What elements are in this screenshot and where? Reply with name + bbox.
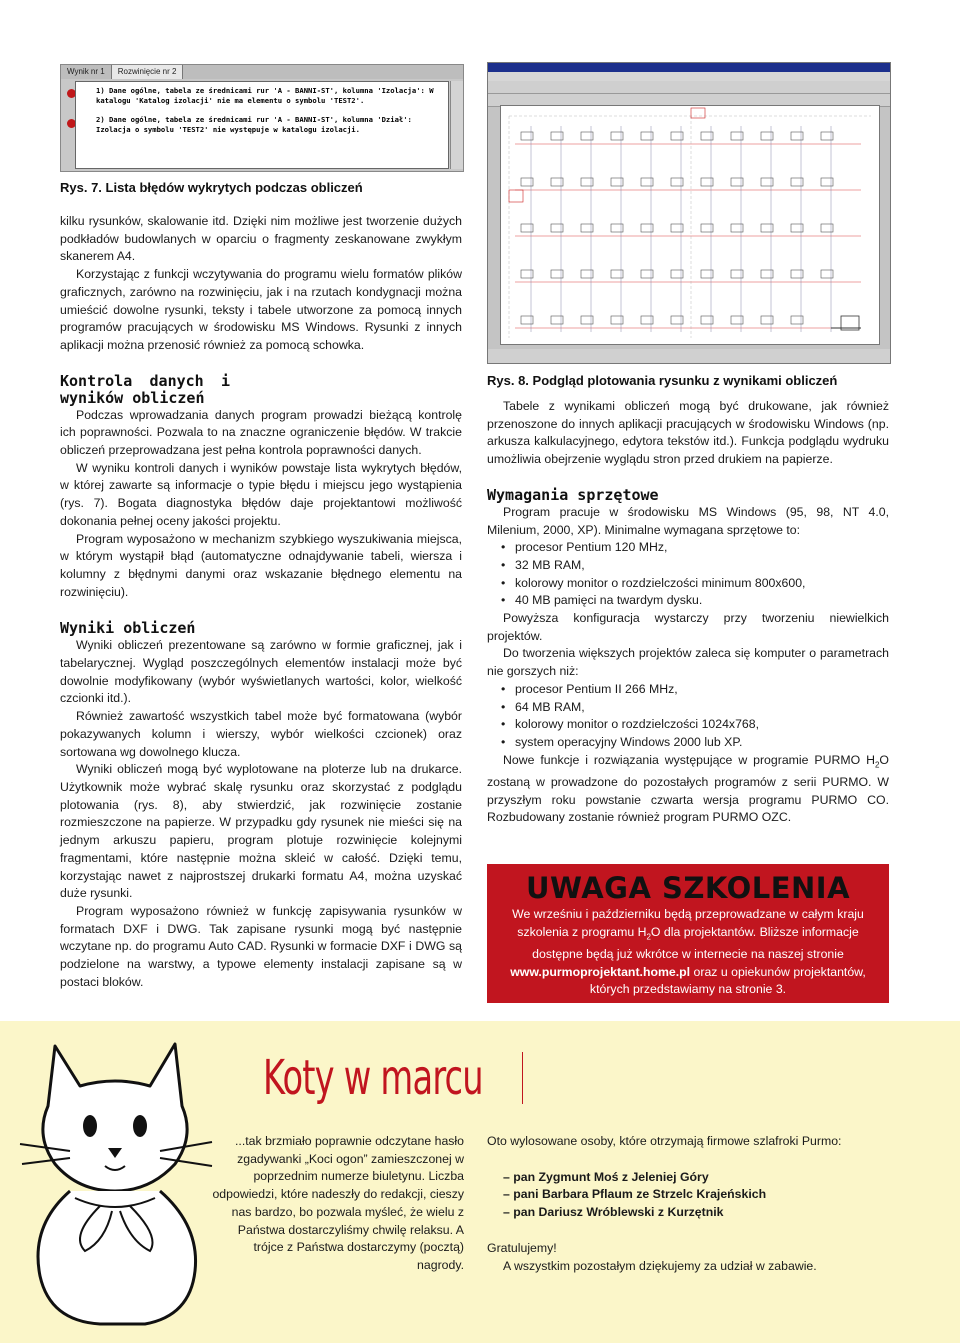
figure-7-caption: Rys. 7. Lista błędów wykrytych podczas obliczeń xyxy=(60,180,363,195)
winner-item: – pan Dariusz Wróblewski z Kurzętnik xyxy=(503,1205,724,1220)
paragraph: W wyniku kontroli danych i wyników powstaje lista wykrytych błędów, w której zawarte są informacje o typie błędu i miejscu jego wystąpienia (rys. 7). Bogata diagnostyka błędów daje projektantowi możliwość dokonania pełnej oceny jakości projektu. xyxy=(60,460,462,528)
subscript: 2 xyxy=(874,760,880,770)
paragraph: Program pracuje w środowisku MS Windows (95, 98, NT 4.0, Milenium, 2000, XP). Minimalne wymagana sprzętowe to: xyxy=(487,504,889,537)
paragraph: Do tworzenia większych projektów zaleca się komputer o parametrach nie gorszych niż: xyxy=(487,646,889,679)
list-item: • system operacyjny Windows 2000 lub XP. xyxy=(515,734,889,752)
text-run: oraz u opiekunów projektantów, których przedstawiamy na stronie 3. xyxy=(589,964,866,997)
section-heading: Kontrola danych i wyników obliczeń xyxy=(60,371,230,407)
minimum-requirements-list xyxy=(487,539,889,610)
paragraph: Podczas wprowadzania danych program prowadzi bieżącą kontrolę ich poprawności. Pozwala to na znaczne ograniczenie błędów. W trakcie obliczeń przeprowadzana jest pełna kontrola poprawności danych. xyxy=(60,407,462,458)
recommended-requirements-list xyxy=(487,681,889,752)
error-entry[interactable]: 1) Dane ogólne, tabela ze średnicami rur 'A - BANNI-ST', kolumna 'Izolacja': W katalogu 'Katalog izolacji' nie ma elementu o symbolu 'TEST2'. xyxy=(96,86,434,105)
paragraph: Powyższa konfiguracja wystarczy przy tworzeniu niewielkich projektów. xyxy=(487,611,889,643)
window-titlebar xyxy=(488,63,890,72)
paragraph: Program wyposażono również w funkcję zapisywania rysunków w formatach DXF i DWG. Tak zapisane rysunki mogą być następnie wczytane np. do programu Auto CAD. Rysunki w formacie DXF i DWG są podzielone na warstwy, a typowe elementy instalacji zapisane są w postaci bloków. xyxy=(60,903,462,989)
winners-list xyxy=(487,1169,907,1222)
figure-8-screenshot xyxy=(487,62,891,364)
text-run: O dla projektantów. Bliższe informacje dostępne będą już wkrótce w internecie na naszej stronie xyxy=(532,924,859,961)
list-item: • 32 MB RAM, xyxy=(515,557,889,575)
status-bar xyxy=(488,349,890,363)
winner-item: – pan Zygmunt Moś z Jeleniej Góry xyxy=(503,1169,709,1184)
list-item: • kolorowy monitor o rozdzielczości minimum 800x600, xyxy=(515,575,889,593)
text-run: Nowe funkcje i rozwiązania występujące w programie PURMO H xyxy=(503,752,875,767)
side-panel xyxy=(61,81,73,169)
congratulations: Gratulujemy! xyxy=(487,1240,557,1255)
website-link[interactable]: www.purmoprojektant.home.pl xyxy=(510,964,691,979)
paragraph: Tabele z wynikami obliczeń mogą być drukowane, jak również przenoszone do innych aplikacji pracujących w środowisku Windows (np. arkusza kalkulacyjnego, edytora tekstów itd.). Funkcja podglądu wydruku umożliwia obejrzenie wyglądu stron przed drukiem na papierze. xyxy=(487,399,889,467)
winners-block xyxy=(487,1133,907,1275)
paragraph xyxy=(487,752,889,827)
section-heading: Wymagania sprzętowe xyxy=(487,485,659,504)
paragraph: Korzystając z funkcji wczytywania do programu wielu formatów plików graficznych, zarówno na rozwinięciu, jak i na rzutach kondygnacji można umieścić dowolne rysunki, teksty i tabele utworzone za pomocą innych programów pracujących w środowisku MS Windows. Rysunki z innych aplikacji można przenosić również za pomocą schowka. xyxy=(60,267,462,352)
list-item: • procesor Pentium II 266 MHz, xyxy=(515,681,889,699)
tab-expansion-2[interactable]: Rozwinięcie nr 2 xyxy=(112,65,184,79)
notice-title: UWAGA SZKOLENIA xyxy=(525,871,851,905)
cat-illustration xyxy=(0,1026,230,1326)
error-list-tabs xyxy=(61,65,463,79)
paragraph: Wyniki obliczeń prezentowane są zarówno w formie graficznej, jak i tabelarycznej. Wygląd poszczególnych elementów instalacji może być dowolnie modyfikowany (wybór wyświetlanych wartości, kolor, wielkość czcionki itd.). xyxy=(60,638,462,706)
error-list xyxy=(75,81,449,169)
notice-text xyxy=(487,904,889,999)
paragraph: Oto wylosowane osoby, które otrzymają firmowe szlafroki Purmo: xyxy=(487,1134,842,1148)
text-run: O zostaną w prowadzone do pozostałych programów z serii PURMO. W przyszłym roku powstanie czwarta wersja programu PURMO CO. Rozbudowany zostanie również program PURMO OZC. xyxy=(487,752,889,825)
thanks-text: A wszystkim pozostałym dziękujemy za udział w zabawie. xyxy=(503,1258,817,1273)
subscript: 2 xyxy=(646,932,651,942)
training-notice-box xyxy=(487,864,889,1003)
tab-result-1[interactable]: Wynik nr 1 xyxy=(61,65,112,79)
paragraph: ...tak brzmiało poprawnie odczytane hasło zgadywanki „Koci ogon” zamieszczonej w poprzednim numerze biuletynu. Liczba odpowiedzi, które nadeszły do redakcji, cieszy nas bardzo, bo pozwala myśleć, że wielu z Państwa dostarczyliśmy chwilę relaksu. A trójce z Państwa dostarczymy (pocztą) nagrody. xyxy=(212,1134,464,1272)
toolbar xyxy=(488,81,890,94)
error-entry[interactable]: 2) Dane ogólne, tabela ze średnicami rur 'A - BANNI-ST', kolumna 'Dział': Izolacja o symbolu 'TEST2' nie występuje w katalogu izolacji. xyxy=(96,115,412,134)
title-divider xyxy=(522,1052,523,1104)
paragraph: Program wyposażono w mechanizm szybkiego wyszukiwania miejsca, w którym wystąpił błąd (automatyczne odnajdywanie tabeli, wiersza i kolumny z błędnymi danymi oraz wskazanie błędnego elementu na rozwinięciu). xyxy=(60,531,462,599)
right-column xyxy=(487,398,889,827)
list-item: • 64 MB RAM, xyxy=(515,699,889,717)
winner-item: – pani Barbara Pflaum ze Strzelc Krajeńskich xyxy=(503,1187,767,1202)
paragraph: Wyniki obliczeń mogą być wyplotowane na ploterze lub na drukarce. Użytkownik może wybrać skalę rysunku oraz skorzystać z podglądu plotowania (rys. 8), aby stwierdzić, jak rozwinięcie zostanie rozmieszczone na papierze. W przypadku gdy rysunek nie mieści się na jednym arkuszu papieru, program plotuje rozwinięcie kolejnymi fragmentami, które następnie można skleić w całość. Dzięki temu, korzystając nawet z najprostszej drukarki formatu A4, można uzyskać duże rysunki. xyxy=(60,762,462,901)
list-item: • procesor Pentium 120 MHz, xyxy=(515,539,889,557)
contest-answer-text xyxy=(208,1133,464,1275)
menu-bar xyxy=(488,72,890,81)
left-column xyxy=(60,213,462,991)
figure-8-caption: Rys. 8. Podgląd plotowania rysunku z wynikami obliczeń xyxy=(487,373,838,388)
list-item: • kolorowy monitor o rozdzielczości 1024x768, xyxy=(515,716,889,734)
contest-title: Koty w marcu xyxy=(263,1050,483,1106)
paragraph: kilku rysunków, skalowanie itd. Dzięki nim możliwe jest tworzenie dużych podkładów budowlanych w oparciu o fragmenty zeskanowane zwykłym skanerem A4. xyxy=(60,214,462,264)
list-item: • 40 MB pamięci na twardym dysku. xyxy=(515,592,889,610)
figure-7-screenshot xyxy=(60,64,464,172)
riser-diagram-drawing xyxy=(501,106,879,344)
scrollbar[interactable] xyxy=(450,81,463,169)
text-run: We wrześniu i październiku będą przeprowadzane w całym kraju szkolenia z programu H xyxy=(512,907,864,939)
plot-preview-area xyxy=(500,105,880,345)
paragraph: Również zawartość wszystkich tabel może być formatowana (wybór pokazywanych kolumn i wierszy, wybór wielkości czcionek) oraz sortowana wg dowolnego klucza. xyxy=(60,709,462,759)
section-heading: Wyniki obliczeń xyxy=(60,619,196,638)
